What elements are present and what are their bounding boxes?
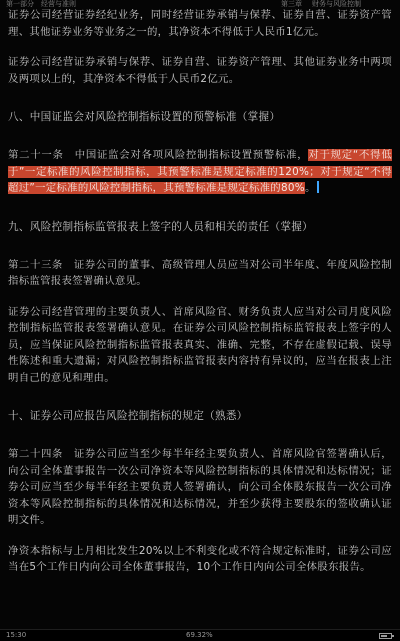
section-heading: 十、证券公司应报告风险控制指标的规定（熟悉） bbox=[8, 410, 248, 422]
section-heading: 九、风险控制指标监管报表上签字的人员和相关的责任（掌握） bbox=[8, 220, 314, 233]
header-right-text: 财务与风险控制 bbox=[312, 0, 361, 8]
paragraph: 证券公司经营证券承销与保荐、证券自营、证券资产管理、其他证券业务中两项及两项以上的，其净资本不得低于人民币2亿元。 bbox=[8, 56, 392, 85]
paragraph-text: 。 bbox=[304, 182, 316, 194]
highlighted-text[interactable]: 对于规定“不得低于”一定标准的风险控制指标，其预警标准是规定标准的120%；对于规定“不得超过”一定标准的风险控制指标，其预警标准是规定标准的80% bbox=[8, 149, 392, 194]
paragraph: 第二十三条 证券公司的董事、高级管理人员应当对公司半年度、年度风险控制指标监管报表签署确认意见。 bbox=[8, 258, 392, 287]
paragraph: 证券公司经营证券经纪业务，同时经营证券承销与保荐、证券自营、证券资产管理、其他证券业务等业务之一的，其净资本不得低于人民币1亿元。 bbox=[8, 9, 392, 38]
paragraph: 第二十四条 证券公司应当至少每半年经主要负责人、首席风险官签署确认后，向公司全体董事报告一次公司净资本等风险控制指标的具体情况和达标情况；证券公司应当至少每半年经主要负责人签署确认，向公司全体股东报告一次公司净资本等风险控制指标的具体情况和达标情况，并至少获得主要股东的签收确认证明文件。 bbox=[8, 448, 392, 526]
section-heading: 八、中国证监会对风险控制指标设置的预警标准（掌握） bbox=[8, 111, 281, 123]
paragraph: 净资本指标与上月相比发生20%以上不利变化或不符合规定标准时，证券公司应当在5个工作日内向公司全体董事报告，10个工作日内向公司全体股东报告。 bbox=[8, 544, 392, 573]
reader-status-bar bbox=[0, 629, 400, 641]
selection-handle[interactable] bbox=[317, 181, 319, 193]
paragraph-text: 第二十一条 中国证监会对各项风险控制指标设置预警标准， bbox=[8, 149, 309, 161]
clock-text: 15:30 bbox=[6, 631, 27, 639]
battery-icon bbox=[379, 633, 392, 639]
document-body[interactable] bbox=[8, 7, 392, 590]
battery-level bbox=[381, 635, 387, 637]
header-left-text: 第一部分 经营与准则 bbox=[6, 0, 76, 8]
paragraph: 证券公司经营管理的主要负责人、首席风险官、财务负责人应当对公司月度风险控制指标监管报表签署确认意见。在证券公司风险控制指标监管报表上签字的人员，应当保证风险控制指标监管报表真实、准确、完整，不存在虚假记载、误导性陈述和重大遗漏；对风险控制指标监管报表内容持有异议的，应当在报表上注明自己的意见和理由。 bbox=[8, 305, 392, 384]
paragraph-with-highlight[interactable] bbox=[8, 147, 392, 197]
reading-progress-text: 69.32% bbox=[186, 631, 213, 639]
header-chapter-text: 第三章 bbox=[281, 0, 302, 8]
